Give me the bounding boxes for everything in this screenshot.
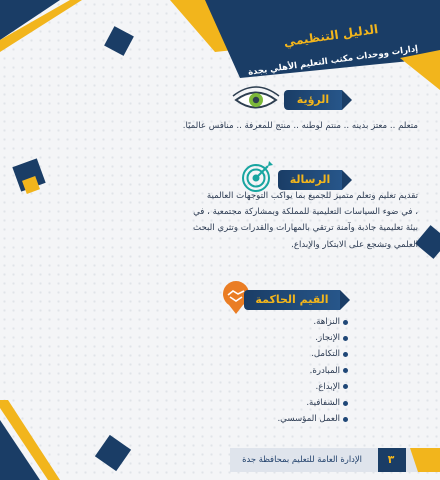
banner-subtitle: إدارات ووحدات مكتب التعليم الأهلي بجدة [247,44,419,78]
page-footer [0,448,440,472]
list-item [188,395,348,411]
value-label: المبادرة. [309,365,340,376]
list-item [188,363,348,379]
bullet-icon [343,368,348,373]
bullet-icon [343,401,348,406]
bullet-icon [343,352,348,357]
banner-title: الدليل التنظيمي [282,22,379,50]
mission-line: العلمي وتشجع على الابتكار والإبداع. [291,239,418,250]
list-item [188,379,348,395]
mission-heading: الرسالة [278,170,342,190]
bullet-icon [343,336,348,341]
mission-line: ، في ضوء السياسات التعليمية للمملكة وبمشاركة مجتمعية ، في [193,207,418,218]
value-label: العمل المؤسسي. [277,414,340,425]
value-label: التكامل. [311,349,340,360]
page-number: ٣ [387,453,395,466]
value-label: الشفافية. [306,398,340,409]
vision-text: متعلم .. معتز بدينه .. منتم لوطنه .. منتج للمعرفة .. منافس عالميًا. [182,121,418,131]
value-label: الإنجاز. [315,333,340,344]
bullet-icon [343,417,348,422]
list-item [188,330,348,346]
vision-heading: الرؤية [284,90,342,110]
bullet-icon [343,320,348,325]
footer-text: الإدارة العامة للتعليم بمحافظة جدة [242,454,362,464]
list-item [188,411,348,427]
mission-line: تقديم تعليم وتعلم متميز للجميع بما يواكب التوجهات العالمية [206,191,418,201]
value-label: الإبداع. [315,381,340,392]
values-list [188,314,348,427]
values-heading: القيم الحاكمة [244,290,340,310]
list-item [188,346,348,362]
mission-line: بيئة تعليمية جاذبة وآمنة ترتقي بالمهارات والقدرات وتثري البحث [193,223,418,234]
bullet-icon [343,384,348,389]
mission-text [28,188,418,253]
value-label: النزاهة. [313,317,340,327]
list-item [188,314,348,330]
